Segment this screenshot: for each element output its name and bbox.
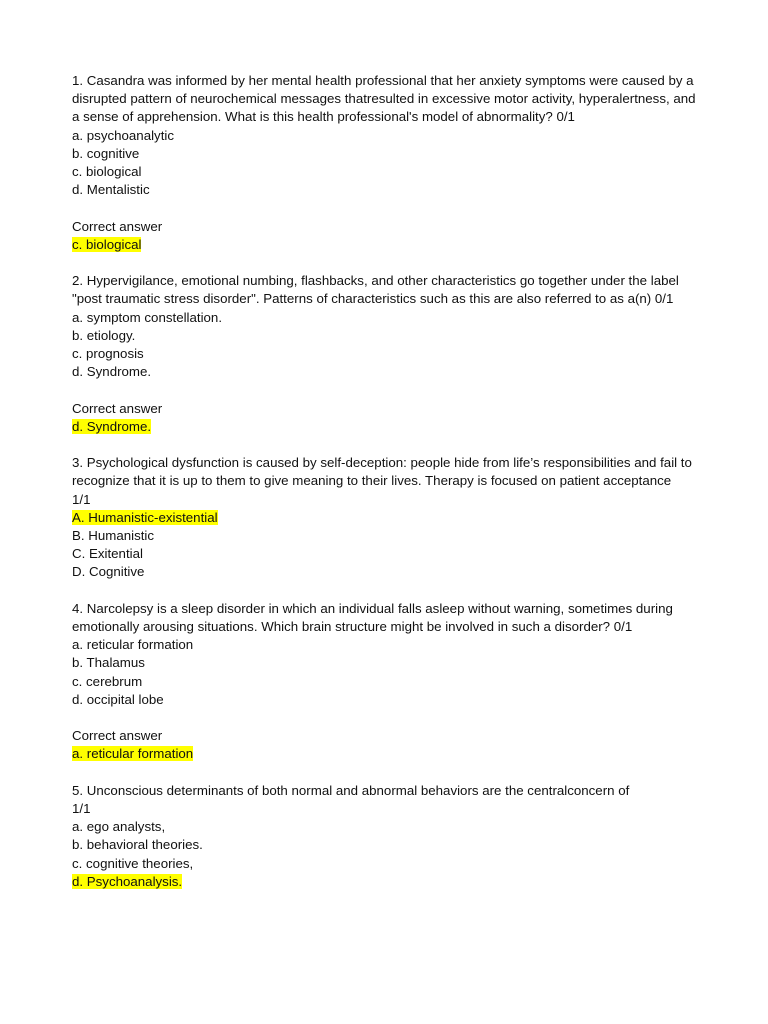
- answer-option: [72, 855, 702, 873]
- answer-option-text: d. Syndrome.: [72, 364, 152, 380]
- correct-answer-label: Correct answer: [72, 218, 163, 234]
- question-block: [72, 600, 702, 764]
- answer-option-text: b. etiology.: [72, 327, 136, 343]
- answer-option: [72, 563, 702, 581]
- answer-option: [72, 818, 702, 836]
- question-stem-line: 3. Psychological dysfunction is caused by self-deception: people hide from life’s responsibilities and fail to: [72, 455, 692, 471]
- answer-option-text: B. Humanistic: [72, 528, 155, 544]
- question-block: [72, 782, 702, 891]
- answer-option: [72, 127, 702, 145]
- spacer: [72, 709, 702, 727]
- question-stem-line: 4. Narcolepsy is a sleep disorder in which an individual falls asleep without warning, sometimes during: [72, 600, 673, 616]
- answer-option: [72, 345, 702, 363]
- answer-option: [72, 836, 702, 854]
- answer-option-text: a. ego analysts,: [72, 819, 166, 835]
- spacer: [72, 764, 702, 782]
- question-stem-line: 5. Unconscious determinants of both normal and abnormal behaviors are the centralconcern of: [72, 782, 630, 798]
- correct-answer-text: d. Syndrome.: [72, 418, 152, 434]
- answer-option-text: b. cognitive: [72, 145, 140, 161]
- question-block: [72, 454, 702, 581]
- question-stem-line: 1/1: [72, 491, 91, 507]
- answer-option: [72, 163, 702, 181]
- question-block: [72, 72, 702, 254]
- answer-option: [72, 545, 702, 563]
- question-stem-line: 1. Casandra was informed by her mental health professional that her anxiety symptoms were caused by a: [72, 73, 694, 88]
- spacer: [72, 199, 702, 217]
- question-stem-line: emotionally arousing situations. Which brain structure might be involved in such a disorder? 0/1: [72, 619, 633, 635]
- answer-option-text: d. Psychoanalysis.: [72, 873, 183, 889]
- answer-option-text: a. symptom constellation.: [72, 309, 223, 325]
- correct-answer-text: c. biological: [72, 236, 142, 252]
- answer-option: [72, 145, 702, 163]
- correct-answer-text: a. reticular formation: [72, 746, 194, 762]
- answer-option-text: b. Thalamus: [72, 655, 145, 671]
- answer-option: [72, 691, 702, 709]
- question-block: [72, 272, 702, 436]
- answer-option-text: d. occipital lobe: [72, 691, 164, 707]
- answer-option-text: c. prognosis: [72, 346, 144, 362]
- answer-option-highlighted: [72, 509, 702, 527]
- answer-option-text: c. biological: [72, 164, 142, 180]
- correct-answer: [72, 418, 702, 436]
- correct-answer-label: Correct answer: [72, 400, 163, 416]
- answer-option: [72, 654, 702, 672]
- question-stem-line: disrupted pattern of neurochemical messages thatresulted in excessive motor activity, hyperalertness, and: [72, 91, 696, 107]
- answer-option: [72, 181, 702, 199]
- answer-option-text: a. reticular formation: [72, 637, 194, 653]
- question-stem-line: "post traumatic stress disorder". Patterns of characteristics such as this are also referred to as a(n) 0/1: [72, 291, 674, 307]
- correct-answer-label: Correct answer: [72, 728, 163, 744]
- answer-option-text: c. cerebrum: [72, 673, 143, 689]
- question-stem-line: a sense of apprehension. What is this health professional's model of abnormality? 0/1: [72, 109, 575, 125]
- answer-option: [72, 527, 702, 545]
- answer-option-text: b. behavioral theories.: [72, 837, 203, 853]
- question-stem-line: 2. Hypervigilance, emotional numbing, flashbacks, and other characteristics go together under the label: [72, 273, 679, 289]
- spacer: [72, 381, 702, 399]
- answer-option-text: d. Mentalistic: [72, 182, 150, 198]
- answer-option: [72, 309, 702, 327]
- answer-option-text: c. cognitive theories,: [72, 855, 194, 871]
- spacer: [72, 582, 702, 600]
- correct-answer: [72, 745, 702, 763]
- answer-option: [72, 673, 702, 691]
- answer-option: [72, 363, 702, 381]
- answer-option-text: C. Exitential: [72, 546, 143, 562]
- question-stem-line: 1/1: [72, 801, 91, 817]
- answer-option-text: A. Humanistic-existential: [72, 509, 218, 525]
- answer-option-text: a. psychoanalytic: [72, 127, 174, 143]
- spacer: [72, 436, 702, 454]
- answer-option: [72, 636, 702, 654]
- spacer: [72, 254, 702, 272]
- answer-option-text: D. Cognitive: [72, 564, 145, 580]
- quiz-document: [72, 72, 702, 891]
- question-stem-line: recognize that it is up to them to give meaning to their lives. Therapy is focused on patient acceptance: [72, 473, 672, 489]
- correct-answer: [72, 236, 702, 254]
- answer-option: [72, 327, 702, 345]
- answer-option-highlighted: [72, 873, 702, 891]
